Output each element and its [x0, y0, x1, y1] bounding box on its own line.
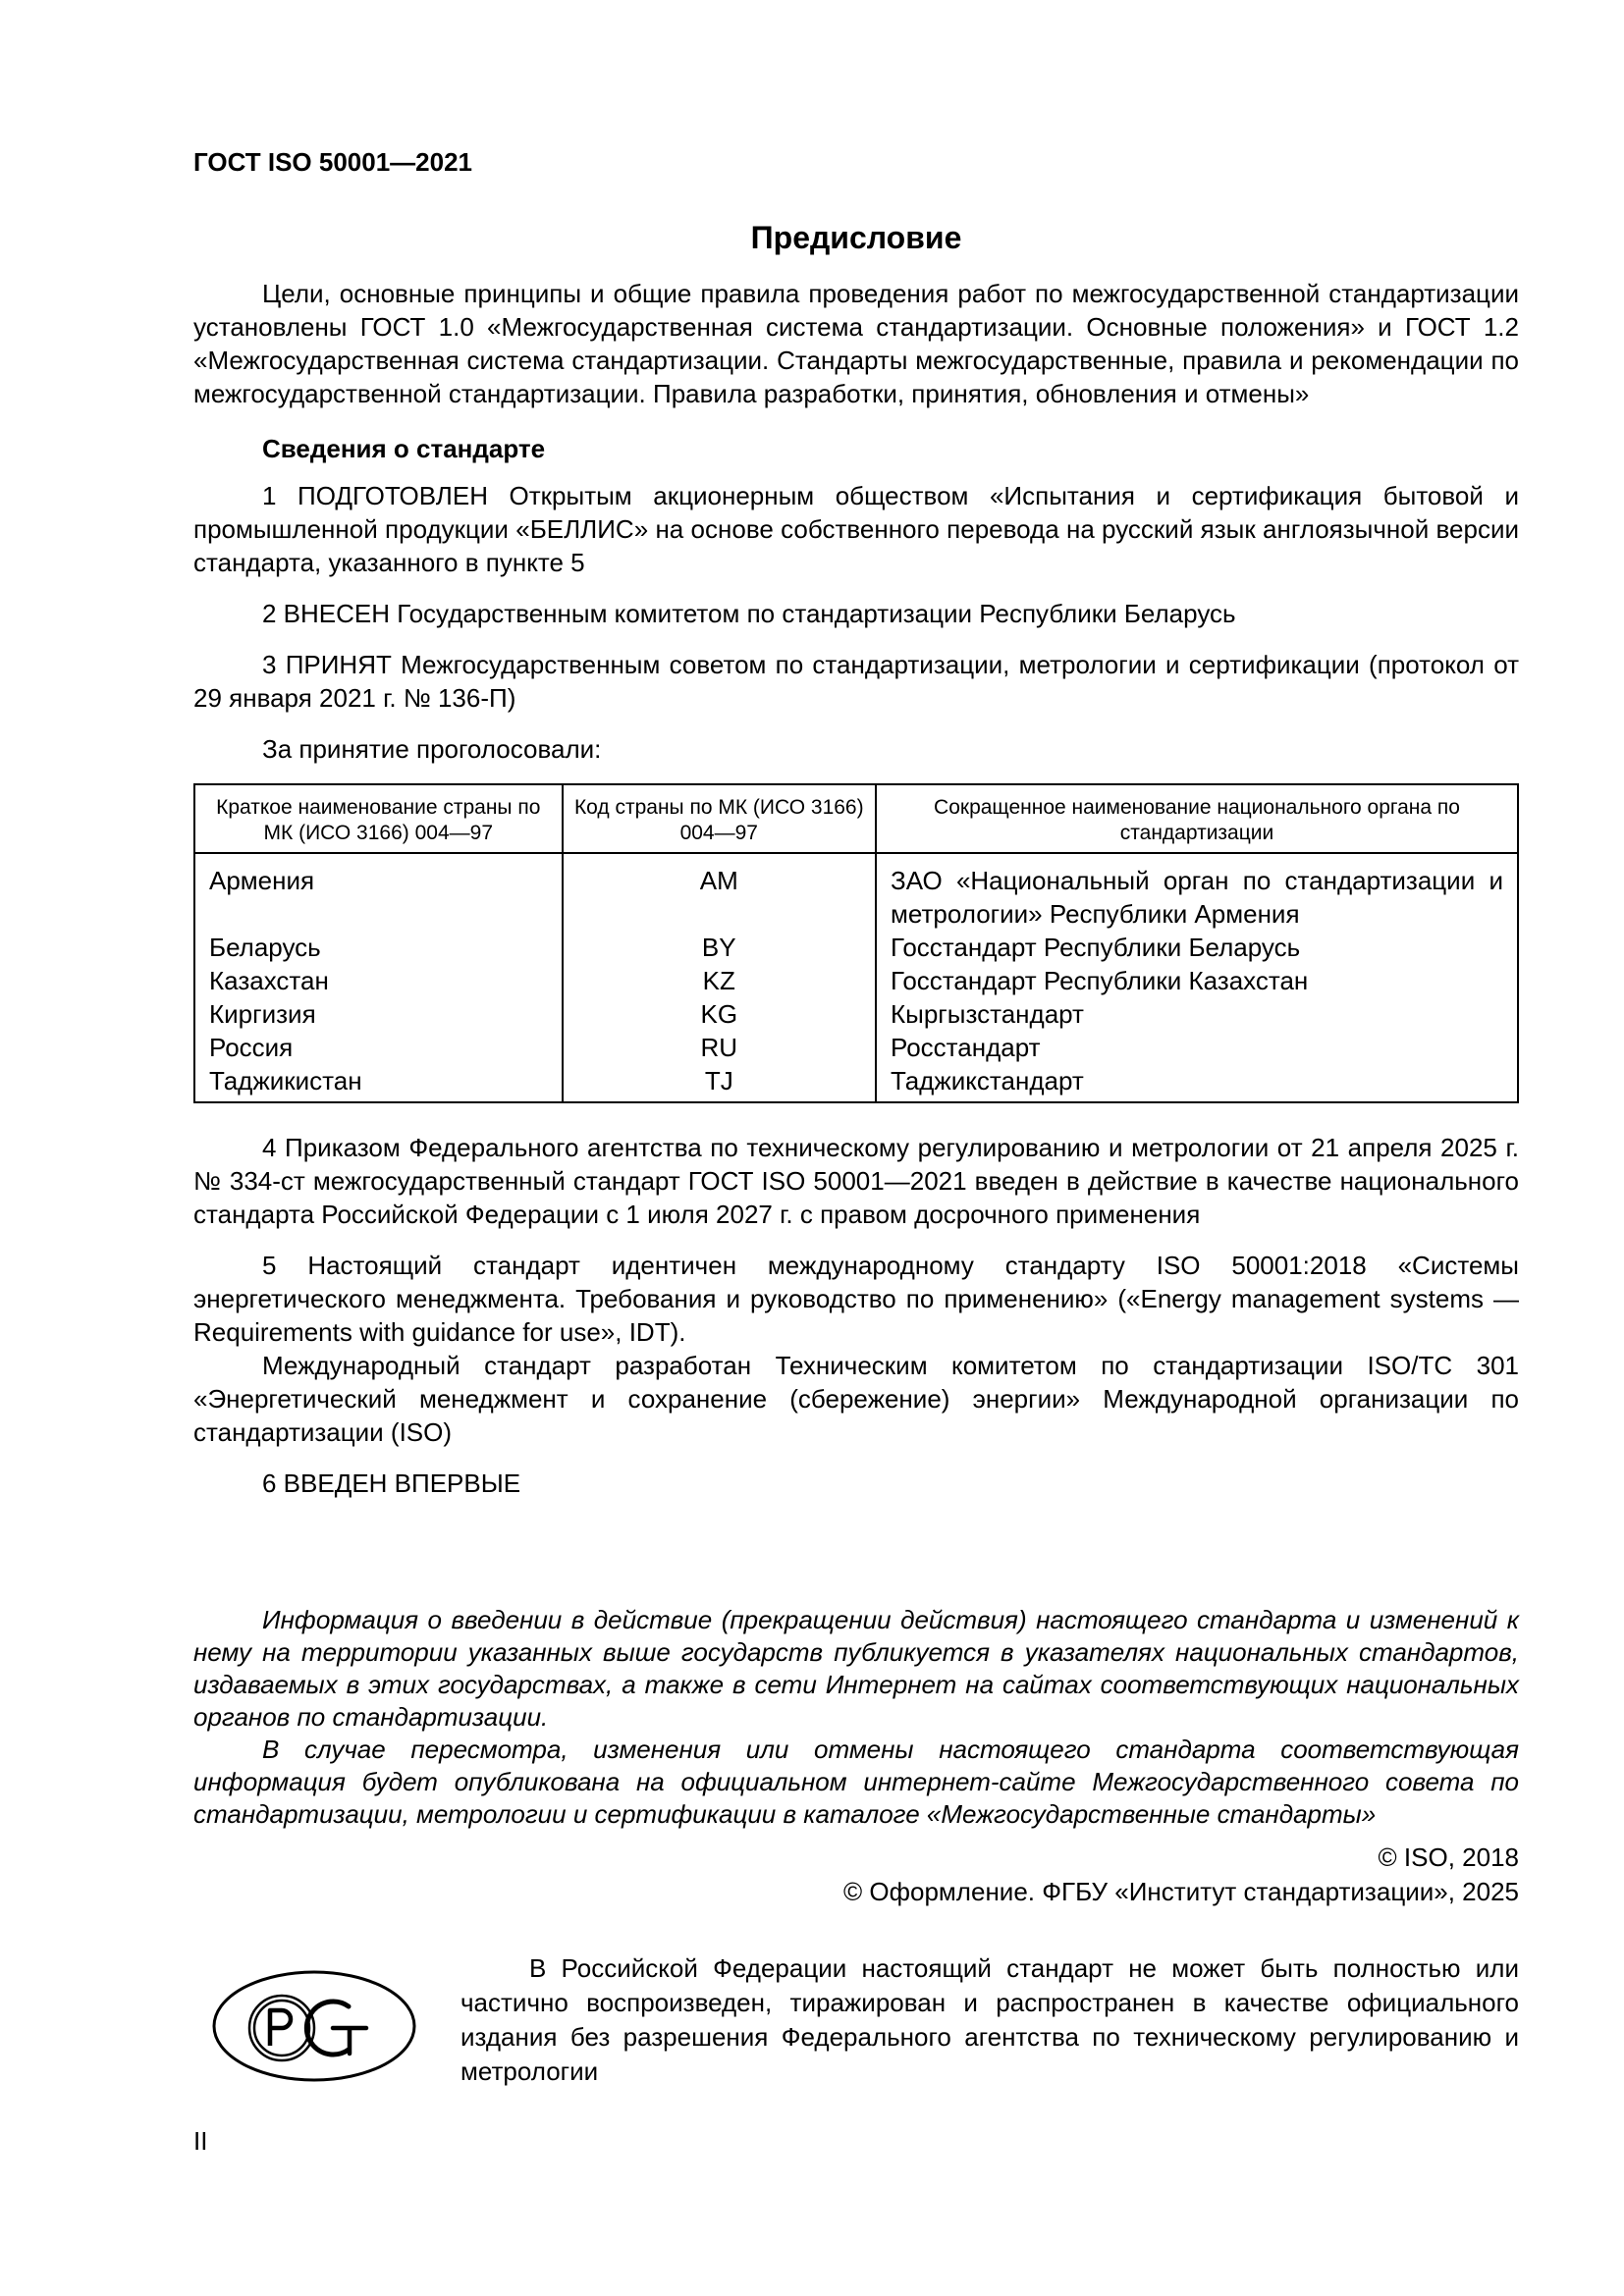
item-6-introduced: 6 ВВЕДЕН ВПЕРВЫЕ [262, 1468, 521, 1498]
table-row [194, 853, 1518, 931]
rst-certification-mark-icon [211, 1969, 417, 2083]
table-row [194, 931, 1518, 964]
page-number: II [193, 2126, 208, 2156]
copyright-block [193, 1841, 1519, 1909]
copyright-design: © Оформление. ФГБУ «Институт стандартизации», 2025 [843, 1877, 1519, 1906]
table-row [194, 964, 1518, 997]
code-cell: AM [563, 853, 876, 931]
organ-cell: ЗАО «Национальный орган по стандартизации и метрологии» Республики Армения [876, 853, 1518, 931]
voting-table [193, 783, 1519, 1103]
column-header-organ: Сокращенное наименование национального органа по стандартизации [876, 784, 1518, 853]
code-cell: KZ [563, 964, 876, 997]
country-cell: Россия [194, 1031, 563, 1064]
table-row [194, 1031, 1518, 1064]
page-title: Предисловие [750, 220, 962, 255]
code-cell: RU [563, 1031, 876, 1064]
item-3-adopted: 3 ПРИНЯТ Межгосударственным советом по стандартизации, метрологии и сертификации (протокол от 29 января 2021 г. № 136-П) [193, 650, 1519, 713]
table-header-row [194, 784, 1518, 853]
country-cell: Киргизия [194, 997, 563, 1031]
standard-designation: ГОСТ ISO 50001—2021 [193, 147, 473, 177]
item-4-enacted: 4 Приказом Федерального агентства по техническому регулированию и метрологии от 21 апреля 2025 г. № 334-ст межгосударственный стандарт ГОСТ ISO 50001—2021 введен в действие в качестве национального стандарта Российской Федерации с 1 июля 2027 г. с правом досрочного применения [193, 1133, 1519, 1229]
organ-cell: Кыргызстандарт [876, 997, 1518, 1031]
item-2-submitted: 2 ВНЕСЕН Государственным комитетом по стандартизации Республики Беларусь [262, 599, 1236, 628]
information-notes [193, 1604, 1519, 1831]
intro-paragraph: Цели, основные принципы и общие правила проведения работ по межгосударственной стандартизации установлены ГОСТ 1.0 «Межгосударственная система стандартизации. Основные положения» и ГОСТ 1.2 «Межгосударственная система стандартизации. Стандарты межгосударственные, правила и рекомендации по межгосударственной стандартизации. Правила разработки, принятия, обновления и отмены» [193, 279, 1519, 408]
country-cell: Казахстан [194, 964, 563, 997]
legal-notice-text: В Российской Федерации настоящий стандарт не может быть полностью или частично воспроизведен, тиражирован и распространен в качестве официального издания без разрешения Федерального агентства по техническому регулированию и метрологии [460, 1953, 1519, 2086]
legal-notice-block [193, 1951, 1519, 2099]
table-row [194, 1064, 1518, 1102]
organ-cell: Госстандарт Республики Беларусь [876, 931, 1518, 964]
organ-cell: Росстандарт [876, 1031, 1518, 1064]
column-header-country: Краткое наименование страны по МК (ИСО 3166) 004—97 [194, 784, 563, 853]
country-cell: Армения [194, 853, 563, 931]
table-row [194, 997, 1518, 1031]
code-cell: KG [563, 997, 876, 1031]
column-header-code: Код страны по МК (ИСО 3166) 004—97 [563, 784, 876, 853]
country-cell: Таджикистан [194, 1064, 563, 1102]
section-heading: Сведения о стандарте [262, 434, 546, 463]
code-cell: TJ [563, 1064, 876, 1102]
organ-cell: Таджикстандарт [876, 1064, 1518, 1102]
document-page [193, 145, 1519, 2156]
copyright-iso: © ISO, 2018 [1378, 1842, 1519, 1872]
item-5-developer: Международный стандарт разработан Техническим комитетом по стандартизации ISO/TC 301 «Энергетический менеджмент и сохранение (сбережение) энергии» Международной организации по стандартизации (ISO) [193, 1351, 1519, 1447]
country-cell: Беларусь [194, 931, 563, 964]
note-publication: Информация о введении в действие (прекращении действия) настоящего стандарта и изменений к нему на территории указанных выше государств публикуется в указателях национальных стандартов, издаваемых в этих государствах, а также в сети Интернет на сайтах соответствующих национальных органов по стандартизации. [193, 1605, 1519, 1732]
code-cell: BY [563, 931, 876, 964]
note-revision: В случае пересмотра, изменения или отмены настоящего стандарта соответствующая информация будет опубликована на официальном интернет-сайте Межгосударственного совета по стандартизации, метрологии и сертификации в каталоге «Межгосударственные стандарты» [193, 1735, 1519, 1829]
item-1-prepared: 1 ПОДГОТОВЛЕН Открытым акционерным обществом «Испытания и сертификация бытовой и промышленной продукции «БЕЛЛИС» на основе собственного перевода на русский язык англоязычной версии стандарта, указанного в пункте 5 [193, 481, 1519, 577]
vote-intro: За принятие проголосовали: [262, 734, 602, 764]
organ-cell: Госстандарт Республики Казахстан [876, 964, 1518, 997]
item-5-identical: 5 Настоящий стандарт идентичен международному стандарту ISO 50001:2018 «Системы энергетического менеджмента. Требования и руководство по применению» («Energy management systems — Requirements with guidance for use», IDT). [193, 1251, 1519, 1347]
